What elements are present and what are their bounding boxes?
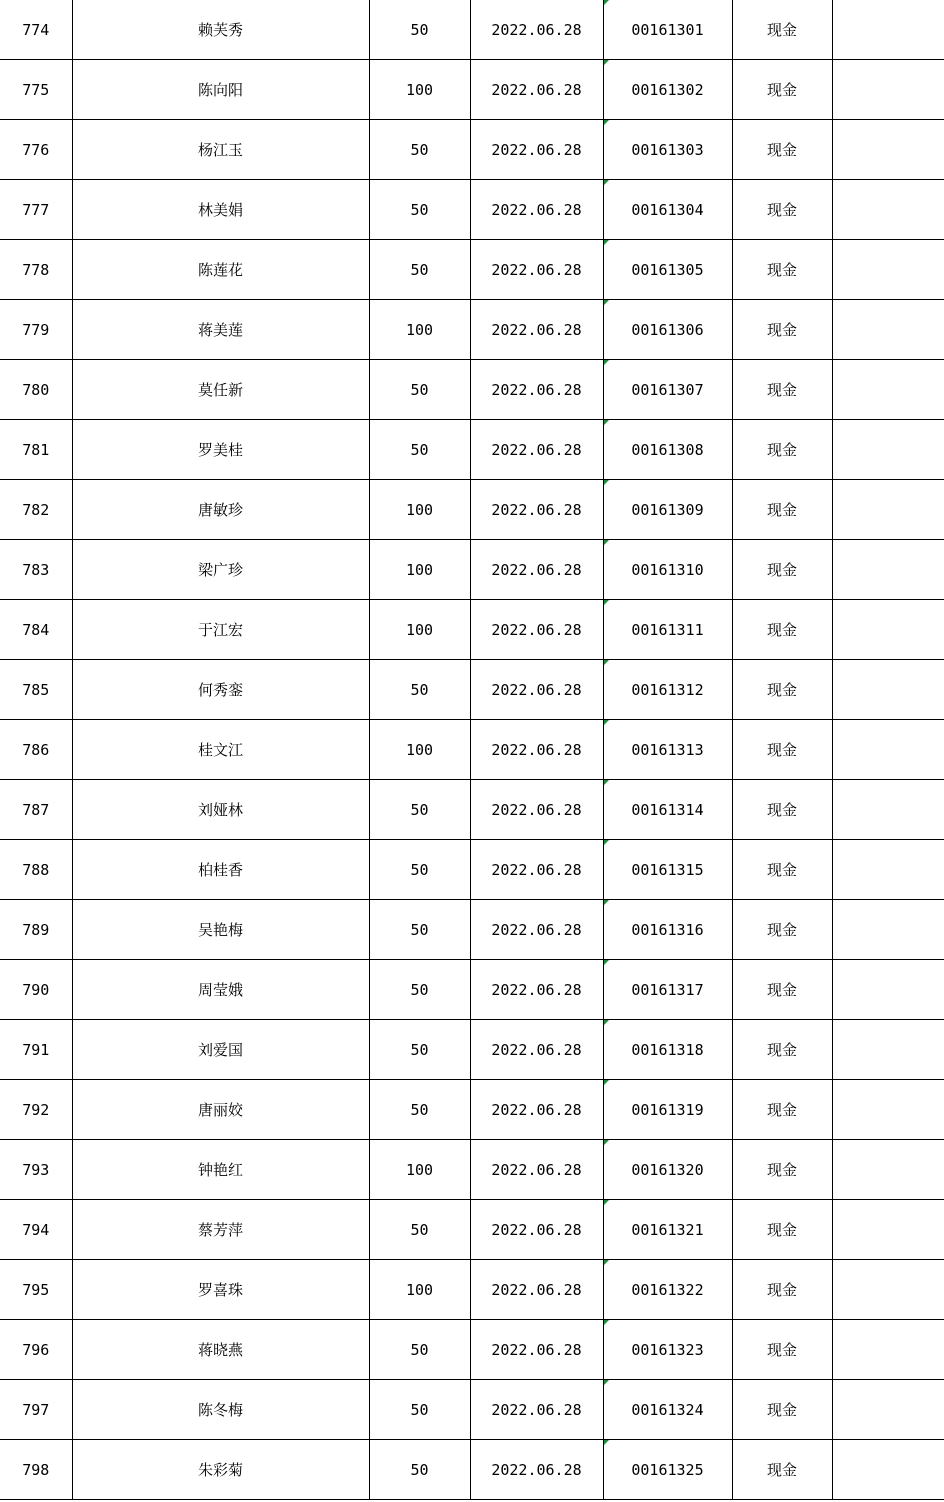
date-cell: 2022.06.28 xyxy=(470,1080,603,1140)
amount-cell: 50 xyxy=(369,1200,470,1260)
donor-name-cell: 莫任新 xyxy=(72,360,369,420)
receipt-number-cell xyxy=(603,1380,732,1440)
payment-method-cell: 现金 xyxy=(732,60,832,120)
donor-name-cell: 林美娟 xyxy=(72,180,369,240)
receipt-number-cell xyxy=(603,900,732,960)
donor-name-cell: 梁广珍 xyxy=(72,540,369,600)
receipt-number-cell xyxy=(603,360,732,420)
payment-method-cell: 现金 xyxy=(732,660,832,720)
amount-cell: 50 xyxy=(369,960,470,1020)
text-number-flag-icon xyxy=(604,780,609,785)
donor-name-cell: 罗美桂 xyxy=(72,420,369,480)
table-row xyxy=(0,1200,944,1260)
table-row xyxy=(0,1260,944,1320)
note-cell xyxy=(832,180,944,240)
note-cell xyxy=(832,420,944,480)
row-number-cell: 775 xyxy=(0,60,72,120)
date-cell: 2022.06.28 xyxy=(470,900,603,960)
payment-method-cell: 现金 xyxy=(732,1260,832,1320)
amount-cell: 50 xyxy=(369,1320,470,1380)
row-number-cell: 785 xyxy=(0,660,72,720)
row-number-cell: 776 xyxy=(0,120,72,180)
receipt-number-text: 00161317 xyxy=(631,980,704,999)
payment-method-cell: 现金 xyxy=(732,1440,832,1500)
table-row xyxy=(0,720,944,780)
payment-method-cell: 现金 xyxy=(732,900,832,960)
note-cell xyxy=(832,120,944,180)
amount-cell: 50 xyxy=(369,360,470,420)
receipt-number-text: 00161320 xyxy=(631,1160,704,1179)
note-cell xyxy=(832,1080,944,1140)
receipt-number-text: 00161307 xyxy=(631,380,704,399)
text-number-flag-icon xyxy=(604,300,609,305)
payment-method-cell: 现金 xyxy=(732,540,832,600)
row-number-cell: 777 xyxy=(0,180,72,240)
text-number-flag-icon xyxy=(604,600,609,605)
text-number-flag-icon xyxy=(604,720,609,725)
table-row xyxy=(0,1140,944,1200)
date-cell: 2022.06.28 xyxy=(470,1320,603,1380)
table-row xyxy=(0,840,944,900)
receipt-number-text: 00161301 xyxy=(631,20,704,39)
text-number-flag-icon xyxy=(604,1020,609,1025)
table-row xyxy=(0,1320,944,1380)
text-number-flag-icon xyxy=(604,240,609,245)
receipt-number-cell xyxy=(603,1080,732,1140)
receipt-number-cell xyxy=(603,300,732,360)
amount-cell: 50 xyxy=(369,1020,470,1080)
note-cell xyxy=(832,780,944,840)
table-row xyxy=(0,780,944,840)
donor-name-cell: 赖芙秀 xyxy=(72,0,369,60)
donor-name-cell: 唐敏珍 xyxy=(72,480,369,540)
row-number-cell: 784 xyxy=(0,600,72,660)
receipt-number-text: 00161310 xyxy=(631,560,704,579)
date-cell: 2022.06.28 xyxy=(470,660,603,720)
row-number-cell: 789 xyxy=(0,900,72,960)
amount-cell: 100 xyxy=(369,600,470,660)
receipt-number-text: 00161302 xyxy=(631,80,704,99)
row-number-cell: 793 xyxy=(0,1140,72,1200)
date-cell: 2022.06.28 xyxy=(470,720,603,780)
receipt-number-cell xyxy=(603,0,732,60)
row-number-cell: 779 xyxy=(0,300,72,360)
receipt-number-cell xyxy=(603,600,732,660)
text-number-flag-icon xyxy=(604,540,609,545)
text-number-flag-icon xyxy=(604,0,609,5)
date-cell: 2022.06.28 xyxy=(470,480,603,540)
donor-name-cell: 周莹娥 xyxy=(72,960,369,1020)
row-number-cell: 797 xyxy=(0,1380,72,1440)
date-cell: 2022.06.28 xyxy=(470,1380,603,1440)
donor-name-cell: 吴艳梅 xyxy=(72,900,369,960)
receipt-number-cell xyxy=(603,60,732,120)
row-number-cell: 783 xyxy=(0,540,72,600)
receipt-number-cell xyxy=(603,420,732,480)
payment-method-cell: 现金 xyxy=(732,1380,832,1440)
receipt-number-cell xyxy=(603,1320,732,1380)
text-number-flag-icon xyxy=(604,1380,609,1385)
date-cell: 2022.06.28 xyxy=(470,780,603,840)
payment-method-cell: 现金 xyxy=(732,360,832,420)
donor-name-cell: 蒋美莲 xyxy=(72,300,369,360)
table-row xyxy=(0,0,944,60)
receipt-number-text: 00161308 xyxy=(631,440,704,459)
text-number-flag-icon xyxy=(604,1140,609,1145)
donor-name-cell: 蔡芳萍 xyxy=(72,1200,369,1260)
table-row xyxy=(0,480,944,540)
donor-name-cell: 陈向阳 xyxy=(72,60,369,120)
note-cell xyxy=(832,600,944,660)
donor-name-cell: 陈莲花 xyxy=(72,240,369,300)
text-number-flag-icon xyxy=(604,360,609,365)
payment-method-cell: 现金 xyxy=(732,180,832,240)
row-number-cell: 796 xyxy=(0,1320,72,1380)
date-cell: 2022.06.28 xyxy=(470,600,603,660)
receipt-number-cell xyxy=(603,1260,732,1320)
row-number-cell: 791 xyxy=(0,1020,72,1080)
donor-name-cell: 刘爱国 xyxy=(72,1020,369,1080)
date-cell: 2022.06.28 xyxy=(470,960,603,1020)
row-number-cell: 788 xyxy=(0,840,72,900)
date-cell: 2022.06.28 xyxy=(470,0,603,60)
note-cell xyxy=(832,1020,944,1080)
receipt-number-cell xyxy=(603,480,732,540)
text-number-flag-icon xyxy=(604,120,609,125)
receipt-number-text: 00161312 xyxy=(631,680,704,699)
date-cell: 2022.06.28 xyxy=(470,1260,603,1320)
table-row xyxy=(0,180,944,240)
text-number-flag-icon xyxy=(604,960,609,965)
payment-method-cell: 现金 xyxy=(732,960,832,1020)
receipt-number-text: 00161323 xyxy=(631,1340,704,1359)
text-number-flag-icon xyxy=(604,480,609,485)
receipt-number-cell xyxy=(603,180,732,240)
receipt-number-text: 00161325 xyxy=(631,1460,704,1479)
donor-name-cell: 杨江玉 xyxy=(72,120,369,180)
receipt-number-text: 00161303 xyxy=(631,140,704,159)
amount-cell: 50 xyxy=(369,900,470,960)
amount-cell: 50 xyxy=(369,180,470,240)
receipt-number-cell xyxy=(603,120,732,180)
receipt-number-cell xyxy=(603,720,732,780)
amount-cell: 100 xyxy=(369,480,470,540)
payment-method-cell: 现金 xyxy=(732,1200,832,1260)
receipt-number-text: 00161314 xyxy=(631,800,704,819)
note-cell xyxy=(832,300,944,360)
table-row xyxy=(0,1440,944,1500)
receipt-number-text: 00161311 xyxy=(631,620,704,639)
donor-name-cell: 柏桂香 xyxy=(72,840,369,900)
table-row xyxy=(0,600,944,660)
amount-cell: 50 xyxy=(369,840,470,900)
amount-cell: 50 xyxy=(369,1440,470,1500)
note-cell xyxy=(832,60,944,120)
date-cell: 2022.06.28 xyxy=(470,1440,603,1500)
row-number-cell: 778 xyxy=(0,240,72,300)
amount-cell: 100 xyxy=(369,1260,470,1320)
text-number-flag-icon xyxy=(604,660,609,665)
receipt-number-cell xyxy=(603,1140,732,1200)
text-number-flag-icon xyxy=(604,180,609,185)
date-cell: 2022.06.28 xyxy=(470,1140,603,1200)
text-number-flag-icon xyxy=(604,900,609,905)
table-row xyxy=(0,540,944,600)
note-cell xyxy=(832,480,944,540)
note-cell xyxy=(832,960,944,1020)
amount-cell: 50 xyxy=(369,780,470,840)
note-cell xyxy=(832,1140,944,1200)
text-number-flag-icon xyxy=(604,1320,609,1325)
payment-method-cell: 现金 xyxy=(732,1320,832,1380)
donor-name-cell: 钟艳红 xyxy=(72,1140,369,1200)
row-number-cell: 780 xyxy=(0,360,72,420)
payment-method-cell: 现金 xyxy=(732,840,832,900)
text-number-flag-icon xyxy=(604,840,609,845)
note-cell xyxy=(832,1260,944,1320)
table-row xyxy=(0,900,944,960)
text-number-flag-icon xyxy=(604,60,609,65)
amount-cell: 50 xyxy=(369,1380,470,1440)
receipt-number-cell xyxy=(603,540,732,600)
payment-method-cell: 现金 xyxy=(732,1020,832,1080)
amount-cell: 100 xyxy=(369,1140,470,1200)
note-cell xyxy=(832,900,944,960)
note-cell xyxy=(832,720,944,780)
payment-method-cell: 现金 xyxy=(732,480,832,540)
payment-method-cell: 现金 xyxy=(732,420,832,480)
text-number-flag-icon xyxy=(604,1200,609,1205)
row-number-cell: 798 xyxy=(0,1440,72,1500)
amount-cell: 100 xyxy=(369,60,470,120)
donor-name-cell: 于江宏 xyxy=(72,600,369,660)
note-cell xyxy=(832,1440,944,1500)
payment-method-cell: 现金 xyxy=(732,300,832,360)
receipt-number-text: 00161304 xyxy=(631,200,704,219)
amount-cell: 50 xyxy=(369,240,470,300)
row-number-cell: 781 xyxy=(0,420,72,480)
receipt-number-cell xyxy=(603,1440,732,1500)
payment-method-cell: 现金 xyxy=(732,780,832,840)
donor-name-cell: 桂文江 xyxy=(72,720,369,780)
donor-name-cell: 蒋晓燕 xyxy=(72,1320,369,1380)
date-cell: 2022.06.28 xyxy=(470,840,603,900)
receipt-number-text: 00161321 xyxy=(631,1220,704,1239)
receipt-number-cell xyxy=(603,660,732,720)
donor-name-cell: 罗喜珠 xyxy=(72,1260,369,1320)
amount-cell: 50 xyxy=(369,120,470,180)
table-row xyxy=(0,420,944,480)
receipt-number-cell xyxy=(603,840,732,900)
donor-name-cell: 朱彩菊 xyxy=(72,1440,369,1500)
date-cell: 2022.06.28 xyxy=(470,420,603,480)
payment-method-cell: 现金 xyxy=(732,1140,832,1200)
amount-cell: 50 xyxy=(369,660,470,720)
note-cell xyxy=(832,360,944,420)
date-cell: 2022.06.28 xyxy=(470,360,603,420)
amount-cell: 100 xyxy=(369,720,470,780)
row-number-cell: 792 xyxy=(0,1080,72,1140)
table-row xyxy=(0,960,944,1020)
table-row xyxy=(0,1020,944,1080)
receipt-number-text: 00161318 xyxy=(631,1040,704,1059)
payment-method-cell: 现金 xyxy=(732,1080,832,1140)
note-cell xyxy=(832,660,944,720)
amount-cell: 50 xyxy=(369,1080,470,1140)
row-number-cell: 782 xyxy=(0,480,72,540)
note-cell xyxy=(832,540,944,600)
receipt-number-text: 00161305 xyxy=(631,260,704,279)
table-row xyxy=(0,240,944,300)
table-row xyxy=(0,660,944,720)
table-row xyxy=(0,300,944,360)
table-row xyxy=(0,60,944,120)
note-cell xyxy=(832,1200,944,1260)
date-cell: 2022.06.28 xyxy=(470,1020,603,1080)
note-cell xyxy=(832,840,944,900)
table-row xyxy=(0,1080,944,1140)
text-number-flag-icon xyxy=(604,1080,609,1085)
note-cell xyxy=(832,1380,944,1440)
date-cell: 2022.06.28 xyxy=(470,1200,603,1260)
note-cell xyxy=(832,0,944,60)
receipt-number-cell xyxy=(603,1200,732,1260)
receipt-number-text: 00161306 xyxy=(631,320,704,339)
date-cell: 2022.06.28 xyxy=(470,120,603,180)
row-number-cell: 794 xyxy=(0,1200,72,1260)
donor-name-cell: 陈冬梅 xyxy=(72,1380,369,1440)
date-cell: 2022.06.28 xyxy=(470,540,603,600)
row-number-cell: 790 xyxy=(0,960,72,1020)
table-row xyxy=(0,1380,944,1440)
note-cell xyxy=(832,240,944,300)
text-number-flag-icon xyxy=(604,420,609,425)
date-cell: 2022.06.28 xyxy=(470,240,603,300)
row-number-cell: 795 xyxy=(0,1260,72,1320)
amount-cell: 100 xyxy=(369,540,470,600)
row-number-cell: 786 xyxy=(0,720,72,780)
text-number-flag-icon xyxy=(604,1440,609,1445)
receipt-number-cell xyxy=(603,780,732,840)
date-cell: 2022.06.28 xyxy=(470,180,603,240)
table-row xyxy=(0,360,944,420)
receipt-number-text: 00161315 xyxy=(631,860,704,879)
receipt-number-text: 00161322 xyxy=(631,1280,704,1299)
receipt-number-cell xyxy=(603,1020,732,1080)
receipt-number-cell xyxy=(603,240,732,300)
row-number-cell: 787 xyxy=(0,780,72,840)
amount-cell: 50 xyxy=(369,420,470,480)
date-cell: 2022.06.28 xyxy=(470,60,603,120)
row-number-cell: 774 xyxy=(0,0,72,60)
receipt-number-text: 00161324 xyxy=(631,1400,704,1419)
payment-method-cell: 现金 xyxy=(732,120,832,180)
amount-cell: 100 xyxy=(369,300,470,360)
donor-name-cell: 刘娅林 xyxy=(72,780,369,840)
receipt-number-text: 00161313 xyxy=(631,740,704,759)
payment-method-cell: 现金 xyxy=(732,720,832,780)
receipt-number-text: 00161309 xyxy=(631,500,704,519)
donor-name-cell: 唐丽姣 xyxy=(72,1080,369,1140)
receipt-number-cell xyxy=(603,960,732,1020)
receipt-number-text: 00161319 xyxy=(631,1100,704,1119)
note-cell xyxy=(832,1320,944,1380)
donor-name-cell: 何秀銮 xyxy=(72,660,369,720)
payment-method-cell: 现金 xyxy=(732,240,832,300)
amount-cell: 50 xyxy=(369,0,470,60)
payment-method-cell: 现金 xyxy=(732,0,832,60)
text-number-flag-icon xyxy=(604,1260,609,1265)
receipt-number-text: 00161316 xyxy=(631,920,704,939)
payment-method-cell: 现金 xyxy=(732,600,832,660)
date-cell: 2022.06.28 xyxy=(470,300,603,360)
table-row xyxy=(0,120,944,180)
